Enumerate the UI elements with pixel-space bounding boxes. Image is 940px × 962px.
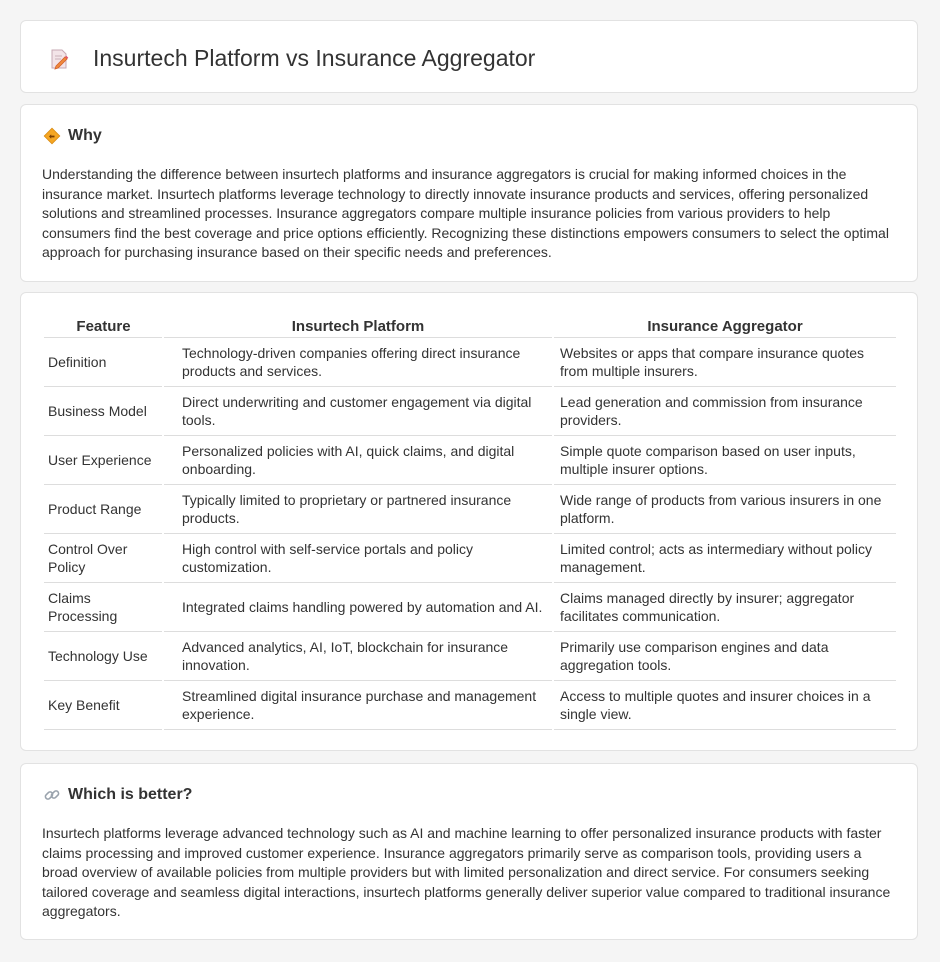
feature-cell: Business Model bbox=[44, 387, 163, 436]
feature-cell: Product Range bbox=[44, 485, 163, 534]
table-row bbox=[44, 485, 897, 534]
aggregator-cell: Access to multiple quotes and insurer choices in a single view. bbox=[553, 681, 897, 730]
link-icon bbox=[43, 786, 61, 804]
aggregator-cell: Lead generation and commission from insurance providers. bbox=[553, 387, 897, 436]
comparison-table bbox=[44, 315, 898, 730]
table-row bbox=[44, 534, 897, 583]
feature-cell: Key Benefit bbox=[44, 681, 163, 730]
feature-cell: Claims Processing bbox=[44, 583, 163, 632]
table-row bbox=[44, 387, 897, 436]
insurtech-cell: Integrated claims handling powered by automation and AI. bbox=[163, 583, 553, 632]
feature-cell: User Experience bbox=[44, 436, 163, 485]
aggregator-cell: Simple quote comparison based on user inputs, multiple insurer options. bbox=[553, 436, 897, 485]
document-pencil-icon bbox=[47, 47, 71, 71]
table-row bbox=[44, 632, 897, 681]
aggregator-cell: Primarily use comparison engines and data aggregation tools. bbox=[553, 632, 897, 681]
diamond-warning-icon bbox=[43, 127, 61, 145]
why-title: Why bbox=[68, 127, 102, 144]
insurtech-cell: Personalized policies with AI, quick claims, and digital onboarding. bbox=[163, 436, 553, 485]
better-body: Insurtech platforms leverage advanced technology such as AI and machine learning to offer personalized insurance products with faster claims processing and improved customer experience. Insurance aggregators primarily serve as comparison tools, providing users a broad overview of available policies from multiple providers but with limited personalization and direct service. For consumers seeking tailored coverage and seamless digital interactions, insurtech platforms generally deliver superior value compared to traditional insurance aggregators. bbox=[42, 825, 891, 919]
feature-cell: Definition bbox=[44, 338, 163, 387]
insurtech-cell: Advanced analytics, AI, IoT, blockchain for insurance innovation. bbox=[163, 632, 553, 681]
aggregator-cell: Wide range of products from various insurers in one platform. bbox=[553, 485, 897, 534]
which-is-better-section bbox=[20, 763, 918, 940]
aggregator-cell: Limited control; acts as intermediary without policy management. bbox=[553, 534, 897, 583]
title-row bbox=[47, 45, 535, 72]
table-row bbox=[44, 583, 897, 632]
why-body: Understanding the difference between insurtech platforms and insurance aggregators is crucial for making informed choices in the insurance market. Insurtech platforms leverage technology to directly innovate insurance products and services, offering personalized solutions and streamlined processes. Insurance aggregators compare multiple insurance policies from various providers to help consumers find the best coverage and price options efficiently. Recognizing these distinctions empowers consumers to select the optimal approach for purchasing insurance based on their specific needs and preferences. bbox=[42, 166, 889, 260]
page-title: Insurtech Platform vs Insurance Aggregator bbox=[93, 45, 536, 71]
why-section bbox=[20, 104, 918, 282]
insurtech-cell: Typically limited to proprietary or partnered insurance products. bbox=[163, 485, 553, 534]
comparison-table-card bbox=[20, 292, 918, 751]
title-card bbox=[20, 20, 918, 93]
feature-cell: Technology Use bbox=[44, 632, 163, 681]
table-row bbox=[44, 681, 897, 730]
table-header-row bbox=[44, 315, 897, 338]
table-row bbox=[44, 338, 897, 387]
insurtech-cell: Direct underwriting and customer engagement via digital tools. bbox=[163, 387, 553, 436]
better-heading bbox=[43, 786, 192, 804]
header-aggregator: Insurance Aggregator bbox=[553, 315, 897, 338]
insurtech-cell: Technology-driven companies offering direct insurance products and services. bbox=[163, 338, 553, 387]
aggregator-cell: Websites or apps that compare insurance quotes from multiple insurers. bbox=[553, 338, 897, 387]
aggregator-cell: Claims managed directly by insurer; aggregator facilitates communication. bbox=[553, 583, 897, 632]
header-insurtech: Insurtech Platform bbox=[163, 315, 553, 338]
insurtech-cell: High control with self-service portals and policy customization. bbox=[163, 534, 553, 583]
insurtech-cell: Streamlined digital insurance purchase and management experience. bbox=[163, 681, 553, 730]
feature-cell: Control Over Policy bbox=[44, 534, 163, 583]
header-feature: Feature bbox=[44, 315, 163, 338]
table-row bbox=[44, 436, 897, 485]
why-heading bbox=[43, 127, 102, 145]
better-title: Which is better? bbox=[68, 786, 193, 803]
